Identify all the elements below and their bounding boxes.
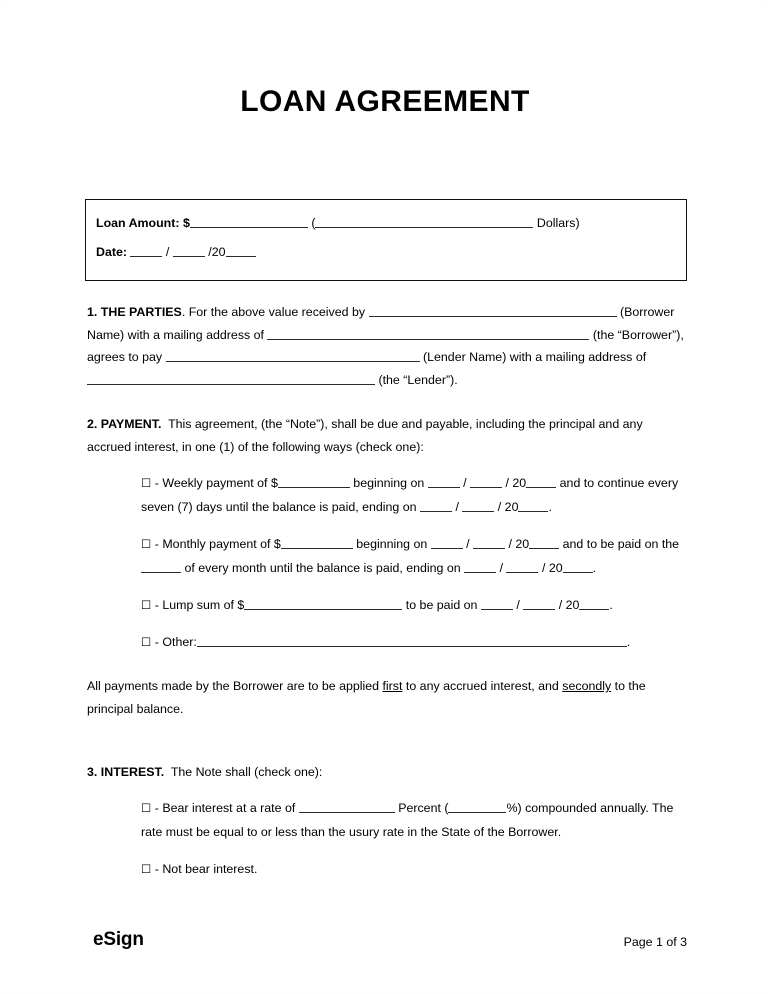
weekly-start-month-blank[interactable] <box>428 475 460 488</box>
weekly-end-day-blank[interactable] <box>462 499 494 512</box>
option-weekly-text-c: and to continue every seven (7) days until the balance is paid, ending on <box>141 476 679 515</box>
option-monthly-text-a: Monthly payment of $ <box>162 537 281 552</box>
section-1-number: 1. <box>87 305 98 319</box>
spacer <box>87 519 687 532</box>
other-payment-blank[interactable] <box>197 634 627 647</box>
spacer <box>87 458 687 471</box>
period: . <box>626 635 631 650</box>
esign-logo: eSign <box>93 929 144 950</box>
spacer <box>87 783 687 796</box>
section-2-payment <box>87 413 687 458</box>
borrower-address-blank[interactable] <box>267 327 589 340</box>
spacer <box>87 580 687 593</box>
date-row <box>96 244 256 260</box>
date-day-blank[interactable] <box>173 244 205 257</box>
option-monthly-text-c2: of every month until the balance is paid, ending on <box>184 561 461 576</box>
spacer <box>87 721 687 761</box>
date-year-blank[interactable] <box>226 244 256 257</box>
weekly-amount-blank[interactable] <box>278 475 350 488</box>
sep: / <box>463 476 467 491</box>
sep: / 20 <box>558 598 580 613</box>
date-separator-1: / <box>165 245 170 259</box>
interest-rate-words-blank[interactable] <box>299 800 395 813</box>
paren-open: ( <box>311 216 316 230</box>
dash: - <box>154 801 159 816</box>
dash: - <box>154 598 159 613</box>
weekly-end-year-blank[interactable] <box>518 499 548 512</box>
weekly-end-month-blank[interactable] <box>420 499 452 512</box>
period: . <box>592 561 597 576</box>
loan-amount-box <box>85 199 687 281</box>
dollars-suffix: Dollars) <box>536 216 580 230</box>
section-3-heading: INTEREST. <box>100 764 165 779</box>
checkbox-icon[interactable]: ☐ <box>141 597 152 612</box>
sep: / 20 <box>508 537 530 552</box>
option-other-label: Other: <box>162 635 197 650</box>
checkbox-icon[interactable]: ☐ <box>141 634 152 649</box>
currency-symbol: $ <box>182 216 190 230</box>
dash: - <box>154 537 159 552</box>
loan-amount-row <box>96 215 580 231</box>
closing-text-2: to any accrued interest, and <box>405 679 559 694</box>
lump-sum-amount-blank[interactable] <box>244 597 402 610</box>
section-3-number: 3. <box>87 764 98 779</box>
monthly-start-month-blank[interactable] <box>431 536 463 549</box>
section-1-parties <box>87 301 687 392</box>
period: . <box>609 598 613 613</box>
section-1-text-1: For the above value received by <box>188 305 366 319</box>
monthly-end-year-blank[interactable] <box>563 560 593 573</box>
interest-none-label: Not bear interest. <box>162 862 258 877</box>
spacer <box>87 617 687 630</box>
sep: / <box>455 500 459 515</box>
monthly-amount-blank[interactable] <box>281 536 353 549</box>
section-1-text-6: (the “Lender”). <box>378 373 458 388</box>
page-title: LOAN AGREEMENT <box>240 85 530 118</box>
sep: / 20 <box>541 561 563 576</box>
payment-option-lump-sum[interactable] <box>87 593 687 617</box>
option-lump-text-b: to be paid on <box>405 598 478 613</box>
checkbox-icon[interactable]: ☐ <box>141 536 152 551</box>
dash: - <box>154 635 159 650</box>
payment-option-monthly[interactable] <box>87 532 687 580</box>
monthly-end-day-blank[interactable] <box>506 560 538 573</box>
loan-amount-words-blank[interactable] <box>315 215 533 228</box>
sep: / <box>466 537 470 552</box>
spacer <box>87 844 687 857</box>
interest-bear-text-b: Percent ( <box>398 801 449 816</box>
payment-option-other[interactable] <box>87 630 687 654</box>
section-2-number: 2. <box>87 416 98 431</box>
interest-option-none[interactable] <box>87 857 687 881</box>
page-number: Page 1 of 3 <box>623 935 687 949</box>
section-3-interest <box>87 761 687 784</box>
section-1-text-3: (the “Borrower”), agrees to pay <box>87 327 684 365</box>
dash: - <box>154 476 159 491</box>
spacer <box>87 392 687 413</box>
section-1-heading-suffix: . <box>181 305 186 319</box>
monthly-day-of-month-blank[interactable] <box>141 560 181 573</box>
loan-amount-label: Loan Amount: <box>96 216 180 230</box>
checkbox-icon[interactable]: ☐ <box>141 475 152 490</box>
section-2-intro: This agreement, (the “Note”), shall be due and payable, including the principal and any accrued interest, in one (1) of the following ways (check one): <box>87 416 643 454</box>
sep: / 20 <box>505 476 527 491</box>
loan-amount-input-blank[interactable] <box>190 215 308 228</box>
sep: / 20 <box>497 500 519 515</box>
payment-application-clause <box>87 675 687 720</box>
emphasis-first: first <box>382 679 403 694</box>
page-footer <box>1 929 768 969</box>
payment-option-weekly[interactable] <box>87 471 687 519</box>
option-monthly-text-b: beginning on <box>356 537 428 552</box>
weekly-start-year-blank[interactable] <box>526 475 556 488</box>
section-1-text-5: a mailing address of <box>535 350 647 365</box>
monthly-start-day-blank[interactable] <box>473 536 505 549</box>
closing-text-3: to the principal balance. <box>87 679 646 716</box>
interest-bear-text-a: Bear interest at a rate of <box>162 801 296 816</box>
checkbox-icon[interactable]: ☐ <box>141 800 152 815</box>
lender-address-blank[interactable] <box>87 372 375 385</box>
monthly-start-year-blank[interactable] <box>529 536 559 549</box>
checkbox-icon[interactable]: ☐ <box>141 861 152 876</box>
date-month-blank[interactable] <box>130 244 162 257</box>
date-year-prefix: 20 <box>211 245 226 259</box>
section-1-heading: THE PARTIES <box>100 305 182 319</box>
option-monthly-text-c: and to be paid on the <box>562 537 680 552</box>
option-lump-text-a: Lump sum of $ <box>162 598 245 613</box>
sep: / <box>499 561 504 576</box>
option-weekly-text-b: beginning on <box>353 476 425 491</box>
dash: - <box>154 862 159 877</box>
lump-sum-month-blank[interactable] <box>481 597 513 610</box>
emphasis-secondly: secondly <box>562 679 612 694</box>
closing-text-1: All payments made by the Borrower are to be applied <box>87 679 380 694</box>
date-separator-2: / <box>208 245 212 259</box>
document-body <box>87 301 687 881</box>
section-3-intro: The Note shall (check one): <box>170 764 323 779</box>
borrower-name-blank[interactable] <box>369 304 617 317</box>
interest-bear-text-c: %) compounded annually. The rate must be equal to or less than the usury rate in the State of the Borrower. <box>141 801 674 840</box>
section-1-text-2: (Borrower Name) with a mailing address of <box>87 305 675 342</box>
sep: / <box>516 598 520 613</box>
option-weekly-text-a: Weekly payment of $ <box>162 476 278 491</box>
lump-sum-year-blank[interactable] <box>579 597 609 610</box>
period: . <box>548 500 552 515</box>
section-1-text-4: (Lender Name) with <box>423 350 532 365</box>
lump-sum-day-blank[interactable] <box>523 597 555 610</box>
date-label: Date: <box>96 245 127 259</box>
monthly-end-month-blank[interactable] <box>464 560 496 573</box>
interest-rate-number-blank[interactable] <box>448 800 506 813</box>
spacer <box>87 654 687 675</box>
section-2-heading: PAYMENT. <box>100 416 162 431</box>
weekly-start-day-blank[interactable] <box>470 475 502 488</box>
lender-name-blank[interactable] <box>166 349 420 362</box>
interest-option-bear[interactable] <box>87 796 687 844</box>
